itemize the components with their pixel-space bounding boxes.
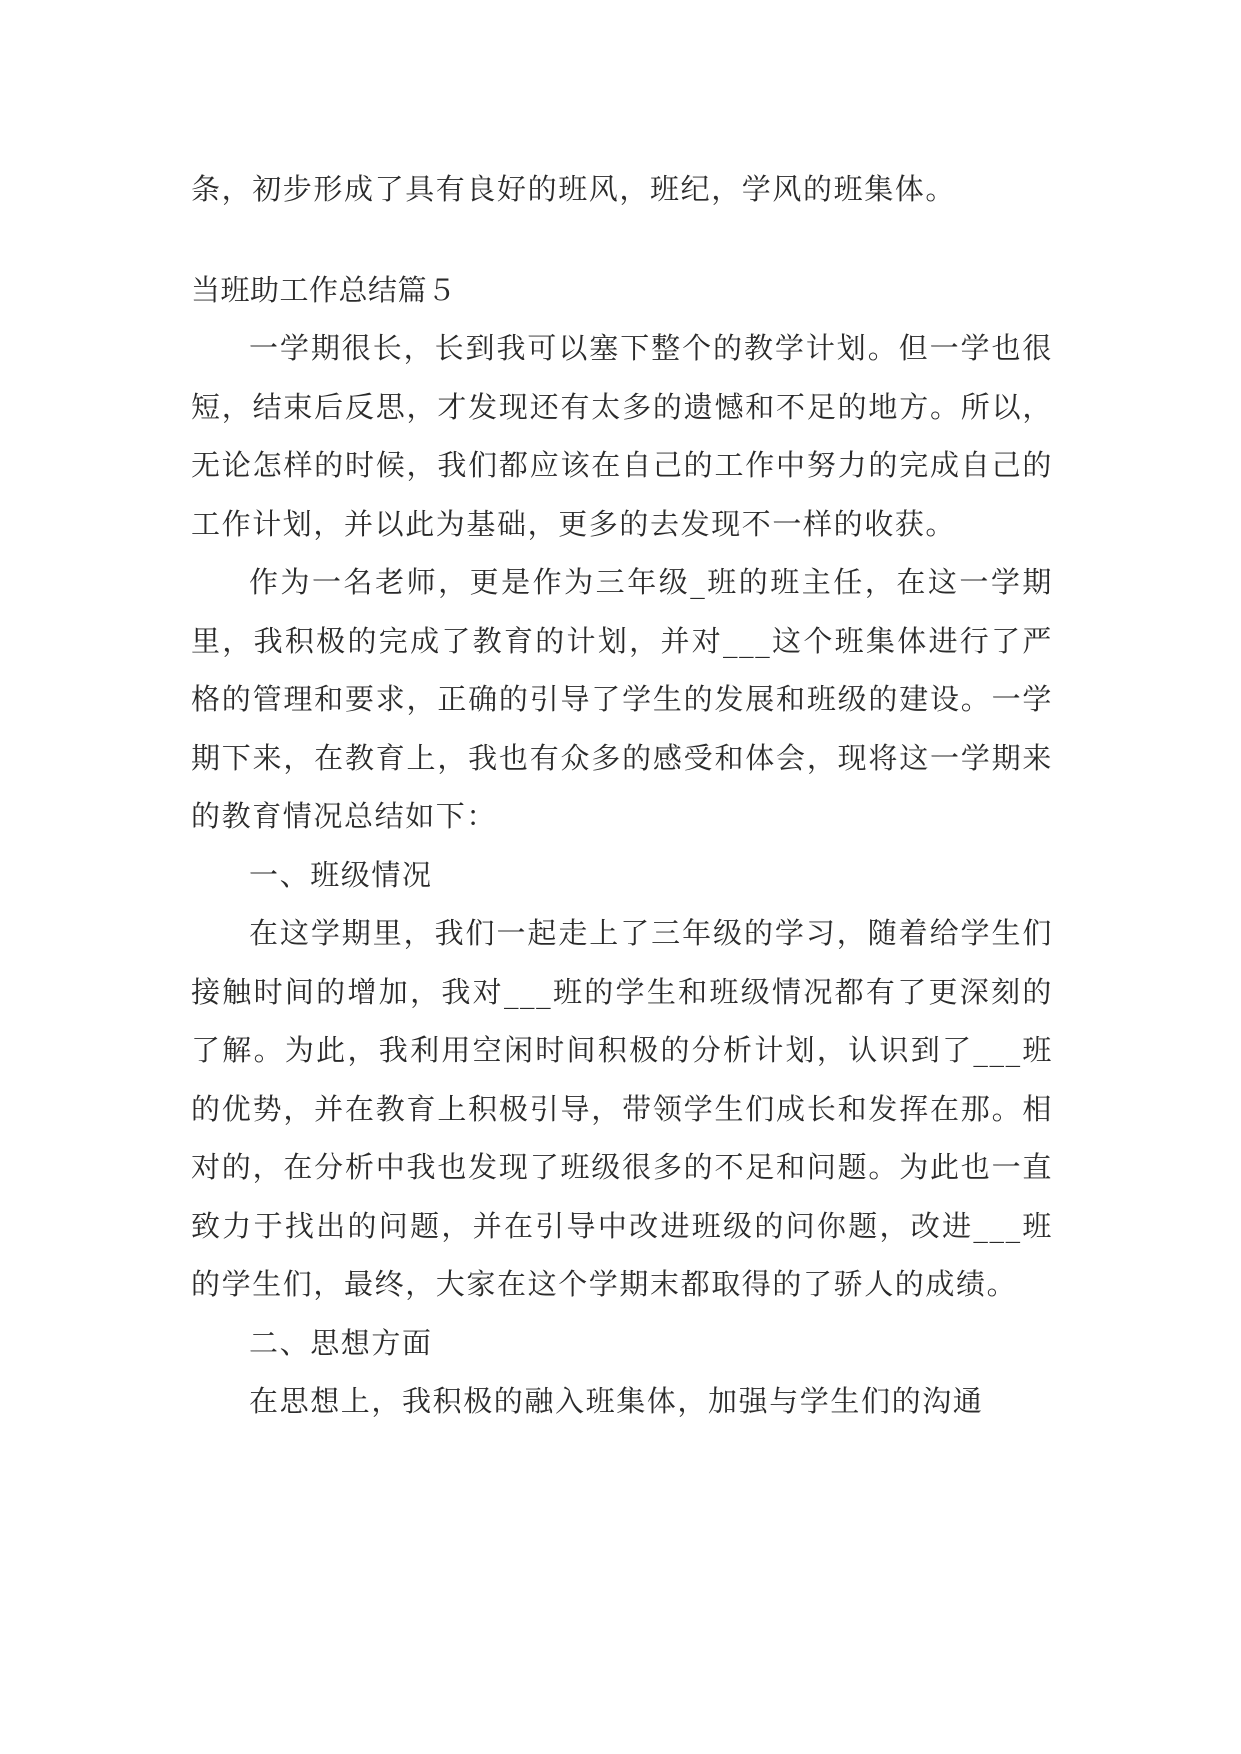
subheading-class-situation: 一、班级情况	[249, 857, 433, 892]
paragraph: 作为一名老师，更是作为三年级_班的班主任，在这一学期里，我积极的完成了教育的计划，并对___这个班集体进行了严格的管理和要求，正确的引导了学生的发展和班级的建设。一学期下来，在教育上，我也有众多的感受和体会，现将这一学期来的教育情况总结如下：	[191, 565, 1053, 833]
paragraph: 一学期很长，长到我可以塞下整个的教学计划。但一学也很短，结束后反思，才发现还有太多的遗憾和不足的地方。所以，无论怎样的时候，我们都应该在自己的工作中努力的完成自己的工作计划，并以此为基础，更多的去发现不一样的收获。	[191, 331, 1053, 541]
section-title: 当班助工作总结篇５	[191, 272, 457, 307]
paragraph: 在思想上，我积极的融入班集体，加强与学生们的沟通	[249, 1384, 984, 1418]
subheading-thought: 二、思想方面	[249, 1325, 433, 1360]
paragraph: 在这学期里，我们一起走上了三年级的学习，随着给学生们接触时间的增加，我对___班的学生和班级情况都有了更深刻的了解。为此，我利用空闲时间积极的分析计划，认识到了___班的优势，并在教育上积极引导，带领学生们成长和发挥在那。相对的，在分析中我也发现了班级很多的不足和问题。为此也一直致力于找出的问题，并在引导中改进班级的问你题，改进___班的学生们，最终，大家在这个学期末都取得的了骄人的成绩。	[191, 916, 1053, 1301]
lead-line: 条，初步形成了具有良好的班风，班纪，学风的班集体。	[191, 172, 957, 206]
document-body	[191, 160, 1053, 1431]
